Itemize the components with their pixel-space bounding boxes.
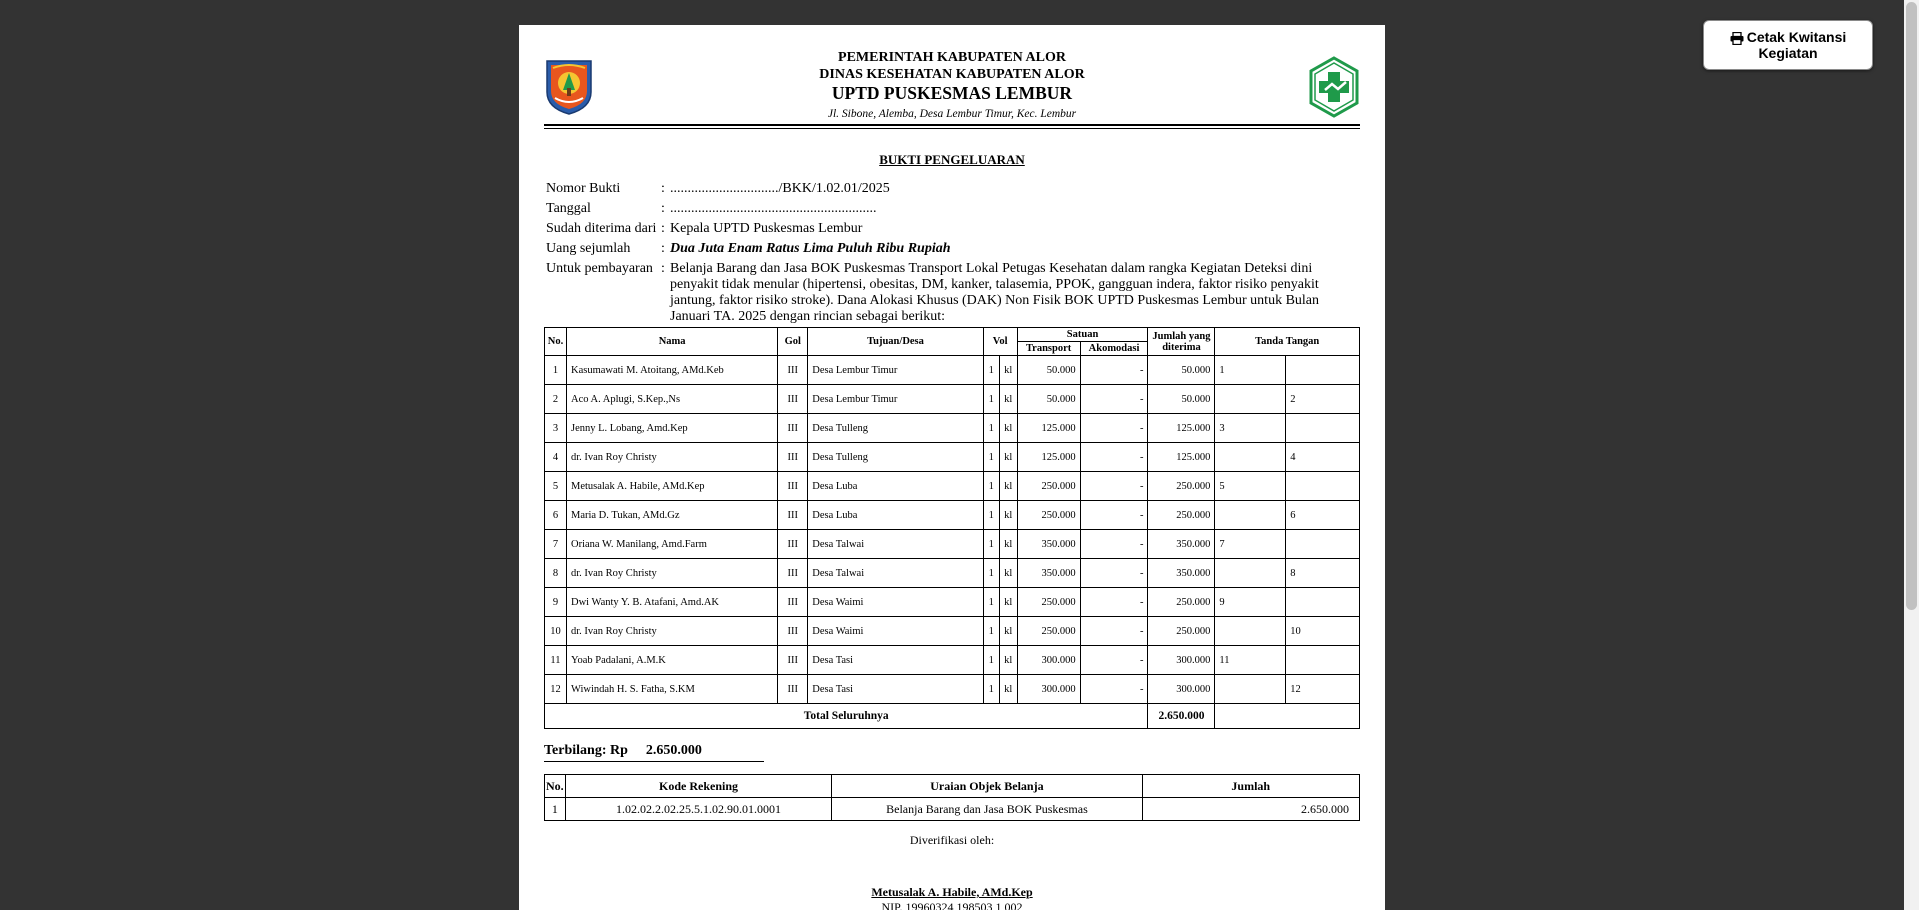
row-vol: 1: [983, 443, 999, 472]
row-vol: 1: [983, 646, 999, 675]
row-nama: dr. Ivan Roy Christy: [566, 443, 777, 472]
rek-kode: 1.02.02.2.02.25.5.1.02.90.01.0001: [565, 798, 832, 821]
row-transport: 250.000: [1017, 472, 1080, 501]
header-unit: UPTD PUSKESMAS LEMBUR: [831, 83, 1073, 103]
row-signature-right: [1286, 646, 1360, 675]
table-row: [545, 530, 1360, 559]
row-signature-left: 5: [1215, 472, 1286, 501]
info-row-diterima: [544, 221, 1360, 237]
row-jumlah: 250.000: [1148, 617, 1215, 646]
row-nama: Jenny L. Lobang, Amd.Kep: [566, 414, 777, 443]
print-receipt-button[interactable]: [1703, 20, 1873, 70]
total-signature-blank: [1215, 704, 1360, 729]
row-akomodasi: -: [1080, 356, 1148, 385]
row-no: 8: [545, 559, 567, 588]
printer-icon: [1730, 32, 1744, 45]
row-signature-left: [1215, 385, 1286, 414]
col-header-tujuan: Tujuan/Desa: [808, 328, 983, 356]
diterima-label: Sudah diterima dari: [546, 221, 657, 236]
letterhead: [544, 25, 1360, 135]
row-unit: kl: [999, 559, 1017, 588]
row-vol: 1: [983, 414, 999, 443]
info-row-nomor: [544, 181, 1360, 197]
verification-label: Diverifikasi oleh:: [909, 833, 995, 847]
scrollbar-thumb[interactable]: [1906, 2, 1917, 610]
row-signature-left: 1: [1215, 356, 1286, 385]
row-transport: 250.000: [1017, 501, 1080, 530]
row-no: 10: [545, 617, 567, 646]
row-gol: III: [778, 356, 808, 385]
table-row: [545, 385, 1360, 414]
row-vol: 1: [983, 472, 999, 501]
print-button-label: Cetak Kwitansi Kegiatan: [1746, 29, 1847, 61]
col-header-nama: Nama: [566, 328, 777, 356]
row-signature-right: [1286, 356, 1360, 385]
row-akomodasi: -: [1080, 472, 1148, 501]
row-akomodasi: -: [1080, 588, 1148, 617]
row-akomodasi: -: [1080, 501, 1148, 530]
row-signature-left: 11: [1215, 646, 1286, 675]
diterima-value: Kepala UPTD Puskesmas Lembur: [670, 221, 863, 236]
row-tujuan: Desa Tasi: [808, 675, 983, 704]
total-row: [545, 704, 1360, 729]
receipt-info: [544, 181, 1360, 325]
row-transport: 350.000: [1017, 559, 1080, 588]
table-row: [545, 588, 1360, 617]
row-tujuan: Desa Tulleng: [808, 443, 983, 472]
row-akomodasi: -: [1080, 414, 1148, 443]
vertical-scrollbar[interactable]: [1904, 0, 1919, 910]
verifier-nip: NIP. 19960324 198503 1 002: [881, 900, 1023, 910]
table-row: [545, 617, 1360, 646]
row-signature-right: [1286, 530, 1360, 559]
rek-no: 1: [545, 798, 566, 821]
row-unit: kl: [999, 472, 1017, 501]
table-row: [545, 472, 1360, 501]
col-header-vol: Vol: [983, 328, 1017, 356]
row-jumlah: 350.000: [1148, 559, 1215, 588]
row-vol: 1: [983, 501, 999, 530]
row-jumlah: 50.000: [1148, 385, 1215, 414]
rekening-row: [545, 798, 1360, 821]
row-akomodasi: -: [1080, 443, 1148, 472]
row-vol: 1: [983, 385, 999, 414]
row-vol: 1: [983, 675, 999, 704]
row-jumlah: 125.000: [1148, 414, 1215, 443]
row-unit: kl: [999, 588, 1017, 617]
row-unit: kl: [999, 414, 1017, 443]
rek-header-jumlah: Jumlah: [1142, 775, 1359, 798]
row-tujuan: Desa Waimi: [808, 617, 983, 646]
row-signature-left: [1215, 617, 1286, 646]
colon: :: [661, 221, 665, 236]
untuk-label: Untuk pembayaran: [546, 261, 653, 276]
document-page: [519, 25, 1385, 910]
verifier-name: Metusalak A. Habile, AMd.Kep: [871, 885, 1033, 899]
row-jumlah: 300.000: [1148, 675, 1215, 704]
nomor-value: .............................../BKK/1.02.01/2025: [670, 181, 890, 196]
row-jumlah: 50.000: [1148, 356, 1215, 385]
tanggal-label: Tanggal: [546, 201, 591, 216]
row-signature-right: [1286, 588, 1360, 617]
row-signature-right: [1286, 414, 1360, 443]
row-unit: kl: [999, 443, 1017, 472]
row-no: 4: [545, 443, 567, 472]
row-tujuan: Desa Talwai: [808, 530, 983, 559]
col-header-akomodasi: Akomodasi: [1080, 342, 1148, 356]
row-unit: kl: [999, 617, 1017, 646]
row-transport: 125.000: [1017, 414, 1080, 443]
row-tujuan: Desa Lembur Timur: [808, 385, 983, 414]
rekening-table: [544, 774, 1360, 821]
row-nama: Metusalak A. Habile, AMd.Kep: [566, 472, 777, 501]
row-transport: 300.000: [1017, 675, 1080, 704]
row-signature-right: 4: [1286, 443, 1360, 472]
row-akomodasi: -: [1080, 617, 1148, 646]
row-akomodasi: -: [1080, 675, 1148, 704]
nomor-label: Nomor Bukti: [546, 181, 621, 196]
header-government: PEMERINTAH KABUPATEN ALOR: [838, 50, 1066, 65]
row-vol: 1: [983, 588, 999, 617]
row-nama: Aco A. Aplugi, S.Kep.,Ns: [566, 385, 777, 414]
row-signature-left: 3: [1215, 414, 1286, 443]
uang-value: Dua Juta Enam Ratus Lima Puluh Ribu Rupiah: [670, 241, 951, 256]
row-gol: III: [778, 617, 808, 646]
row-transport: 300.000: [1017, 646, 1080, 675]
total-value: 2.650.000: [1148, 704, 1215, 729]
row-nama: dr. Ivan Roy Christy: [566, 559, 777, 588]
colon: :: [661, 181, 665, 196]
total-label: Total Seluruhnya: [545, 704, 1148, 729]
row-transport: 350.000: [1017, 530, 1080, 559]
document-title: BUKTI PENGELUARAN: [879, 152, 1025, 167]
row-nama: Maria D. Tukan, AMd.Gz: [566, 501, 777, 530]
terbilang-label: Terbilang: Rp: [544, 743, 628, 758]
terbilang-amount: 2.650.000: [645, 743, 702, 758]
row-jumlah: 125.000: [1148, 443, 1215, 472]
row-gol: III: [778, 530, 808, 559]
header-address: Jl. Sibone, Alemba, Desa Lembur Timur, Kec. Lembur: [827, 108, 1077, 120]
col-header-transport: Transport: [1017, 342, 1080, 356]
table-row: [545, 443, 1360, 472]
header-divider-thin: [544, 128, 1360, 129]
row-jumlah: 350.000: [1148, 530, 1215, 559]
row-unit: kl: [999, 675, 1017, 704]
row-tujuan: Desa Luba: [808, 472, 983, 501]
row-signature-left: [1215, 559, 1286, 588]
rek-uraian: Belanja Barang dan Jasa BOK Puskesmas: [832, 798, 1142, 821]
row-no: 9: [545, 588, 567, 617]
rek-header-uraian: Uraian Objek Belanja: [832, 775, 1142, 798]
row-jumlah: 250.000: [1148, 472, 1215, 501]
row-no: 7: [545, 530, 567, 559]
row-tujuan: Desa Tulleng: [808, 414, 983, 443]
rek-header-kode: Kode Rekening: [565, 775, 832, 798]
row-gol: III: [778, 588, 808, 617]
row-nama: dr. Ivan Roy Christy: [566, 617, 777, 646]
untuk-value: Belanja Barang dan Jasa BOK Puskesmas Transport Lokal Petugas Kesehatan dalam rangka Kegiatan Deteksi dini penyakit tidak menular (hipertensi, obesitas, DM, kanker, talasemia, PPOK, gangguan indera, faktor risiko penyakit jantung, faktor risiko stroke). Dana Alokasi Khusus (DAK) Non Fisik BOK UPTD Puskesmas Lembur untuk Bulan Januari TA. 2025 dengan rincian sebagai berikut:: [670, 261, 1320, 324]
row-signature-right: 10: [1286, 617, 1360, 646]
row-gol: III: [778, 443, 808, 472]
row-transport: 125.000: [1017, 443, 1080, 472]
row-vol: 1: [983, 356, 999, 385]
row-vol: 1: [983, 530, 999, 559]
row-gol: III: [778, 385, 808, 414]
row-akomodasi: -: [1080, 559, 1148, 588]
row-nama: Kasumawati M. Atoitang, AMd.Keb: [566, 356, 777, 385]
rek-header-no: No.: [545, 775, 566, 798]
row-akomodasi: -: [1080, 385, 1148, 414]
colon: :: [661, 261, 665, 276]
row-unit: kl: [999, 530, 1017, 559]
table-row: [545, 414, 1360, 443]
row-transport: 50.000: [1017, 385, 1080, 414]
uang-label: Uang sejumlah: [546, 241, 631, 256]
row-signature-left: [1215, 675, 1286, 704]
row-vol: 1: [983, 559, 999, 588]
row-unit: kl: [999, 646, 1017, 675]
info-row-tanggal: [544, 201, 1360, 217]
row-no: 6: [545, 501, 567, 530]
row-jumlah: 250.000: [1148, 588, 1215, 617]
row-akomodasi: -: [1080, 530, 1148, 559]
info-row-untuk: [544, 261, 1360, 325]
row-no: 5: [545, 472, 567, 501]
terbilang: [544, 743, 764, 762]
row-signature-left: [1215, 443, 1286, 472]
row-no: 11: [545, 646, 567, 675]
row-signature-right: 12: [1286, 675, 1360, 704]
row-gol: III: [778, 675, 808, 704]
row-nama: Oriana W. Manilang, Amd.Farm: [566, 530, 777, 559]
row-signature-left: 7: [1215, 530, 1286, 559]
header-department: DINAS KESEHATAN KABUPATEN ALOR: [819, 67, 1085, 82]
row-nama: Yoab Padalani, A.M.K: [566, 646, 777, 675]
row-signature-right: [1286, 472, 1360, 501]
puskesmas-logo-icon: [1308, 56, 1360, 118]
colon: :: [661, 201, 665, 216]
table-row: [545, 675, 1360, 704]
tanggal-value: ...........................................................: [670, 201, 877, 216]
table-row: [545, 501, 1360, 530]
row-signature-left: 9: [1215, 588, 1286, 617]
row-unit: kl: [999, 356, 1017, 385]
row-unit: kl: [999, 501, 1017, 530]
row-tujuan: Desa Talwai: [808, 559, 983, 588]
row-nama: Wiwindah H. S. Fatha, S.KM: [566, 675, 777, 704]
table-row: [545, 356, 1360, 385]
row-transport: 250.000: [1017, 588, 1080, 617]
row-jumlah: 250.000: [1148, 501, 1215, 530]
row-tujuan: Desa Lembur Timur: [808, 356, 983, 385]
row-no: 3: [545, 414, 567, 443]
table-row: [545, 646, 1360, 675]
table-row: [545, 559, 1360, 588]
row-signature-right: 6: [1286, 501, 1360, 530]
row-gol: III: [778, 414, 808, 443]
row-jumlah: 300.000: [1148, 646, 1215, 675]
col-header-satuan: Satuan: [1017, 328, 1148, 342]
rincian-table: [544, 327, 1360, 729]
row-transport: 250.000: [1017, 617, 1080, 646]
col-header-no: No.: [545, 328, 567, 356]
row-gol: III: [778, 559, 808, 588]
row-gol: III: [778, 646, 808, 675]
row-tujuan: Desa Luba: [808, 501, 983, 530]
col-header-ttd: Tanda Tangan: [1215, 328, 1360, 356]
row-no: 12: [545, 675, 567, 704]
colon: :: [661, 241, 665, 256]
row-signature-right: 8: [1286, 559, 1360, 588]
row-transport: 50.000: [1017, 356, 1080, 385]
row-gol: III: [778, 501, 808, 530]
row-tujuan: Desa Tasi: [808, 646, 983, 675]
row-unit: kl: [999, 385, 1017, 414]
rek-jumlah: 2.650.000: [1142, 798, 1359, 821]
col-header-gol: Gol: [778, 328, 808, 356]
row-tujuan: Desa Waimi: [808, 588, 983, 617]
row-no: 1: [545, 356, 567, 385]
info-row-uang: [544, 241, 1360, 257]
row-vol: 1: [983, 617, 999, 646]
row-signature-left: [1215, 501, 1286, 530]
row-gol: III: [778, 472, 808, 501]
col-header-jumlah: Jumlah yang diterima: [1148, 328, 1215, 356]
header-divider: [544, 124, 1360, 126]
row-no: 2: [545, 385, 567, 414]
row-signature-right: 2: [1286, 385, 1360, 414]
row-akomodasi: -: [1080, 646, 1148, 675]
row-nama: Dwi Wanty Y. B. Atafani, Amd.AK: [566, 588, 777, 617]
